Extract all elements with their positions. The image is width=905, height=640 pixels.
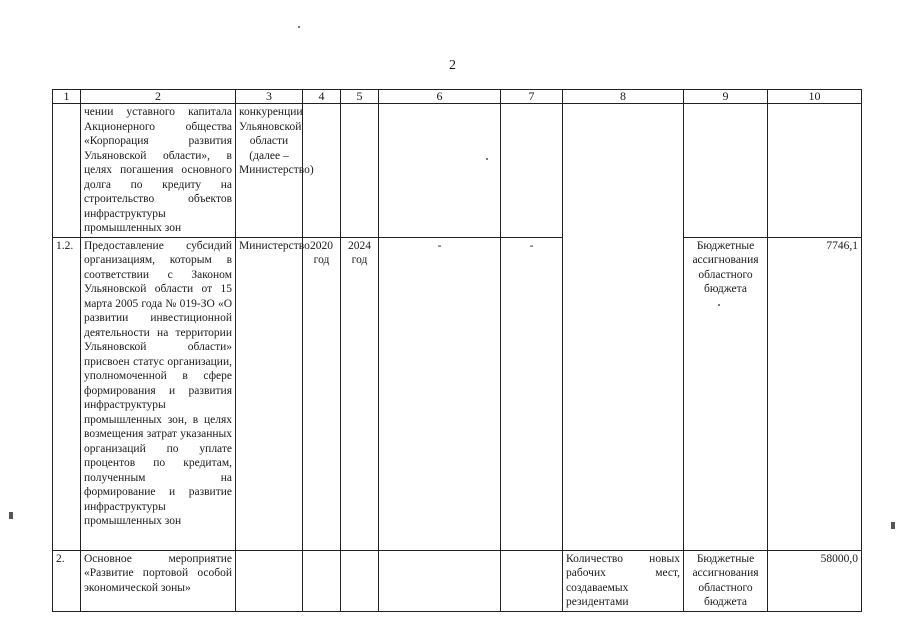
column-header: 6 bbox=[379, 90, 501, 104]
column-header: 8 bbox=[563, 90, 684, 104]
program-activities-table bbox=[52, 89, 862, 612]
executor: конкуренции Ульяновской области (далее – Министерство) bbox=[236, 104, 303, 238]
funding-amount: 7746,1 bbox=[768, 237, 862, 550]
activity-name: Предоставление субсидий организациям, которым в соответствии с Законом Ульяновской области от 15 марта 2005 года № 019-ЗО «О развитии инвестиционной деятельности на территории Ульяновской области» присвоен статус организации, уполномоченной в сфере формирования и развития инфраструктуры промышленных зон, в целях возмещения затрат указанных организаций по уплате процентов по кредитам, полученным на формирование и развитие инфраструктуры промышленных зон bbox=[81, 237, 236, 550]
column-number-row bbox=[53, 90, 862, 104]
funding-source: Бюджетные ассигнования областного бюджета bbox=[684, 237, 768, 550]
executor bbox=[236, 550, 303, 611]
column-header: 9 bbox=[684, 90, 768, 104]
start-year: 2020 год bbox=[303, 237, 341, 550]
column-header: 4 bbox=[303, 90, 341, 104]
col6-cell: - bbox=[379, 237, 501, 550]
funding-source bbox=[684, 104, 768, 238]
row-number bbox=[53, 104, 81, 238]
end-year bbox=[341, 550, 379, 611]
activity-name: чении уставного капитала Акционерного общества «Корпорация развития Ульяновской области», в целях погашения основного долга по кредиту на строительство объектов инфраструктуры промышленных зон bbox=[81, 104, 236, 238]
col7-cell: - bbox=[501, 237, 563, 550]
column-header: 5 bbox=[341, 90, 379, 104]
scan-edge-mark-right bbox=[891, 522, 895, 529]
end-year bbox=[341, 104, 379, 238]
col6-cell bbox=[379, 104, 501, 238]
table-row bbox=[53, 237, 862, 550]
column-header: 10 bbox=[768, 90, 862, 104]
funding-amount bbox=[768, 104, 862, 238]
end-year: 2024 год bbox=[341, 237, 379, 550]
row-number: 2. bbox=[53, 550, 81, 611]
page-number: 2 bbox=[449, 58, 456, 73]
scan-edge-mark-left bbox=[9, 512, 13, 519]
activity-name: Основное мероприятие «Развитие портовой особой экономической зоны» bbox=[81, 550, 236, 611]
target-indicator bbox=[563, 237, 684, 550]
start-year bbox=[303, 550, 341, 611]
executor: Министерство bbox=[236, 237, 303, 550]
column-header: 1 bbox=[53, 90, 81, 104]
scan-speck bbox=[298, 26, 300, 28]
row-number: 1.2. bbox=[53, 237, 81, 550]
funding-amount: 58000,0 bbox=[768, 550, 862, 611]
col6-cell bbox=[379, 550, 501, 611]
funding-source: Бюджетные ассигнования областного бюджета bbox=[684, 550, 768, 611]
target-indicator bbox=[563, 104, 684, 238]
column-header: 7 bbox=[501, 90, 563, 104]
col7-cell bbox=[501, 550, 563, 611]
table-row bbox=[53, 550, 862, 611]
col7-cell bbox=[501, 104, 563, 238]
target-indicator: Количество новых рабочих мест, создаваемых резидентами bbox=[563, 550, 684, 611]
table-row bbox=[53, 104, 862, 238]
column-header: 3 bbox=[236, 90, 303, 104]
column-header: 2 bbox=[81, 90, 236, 104]
